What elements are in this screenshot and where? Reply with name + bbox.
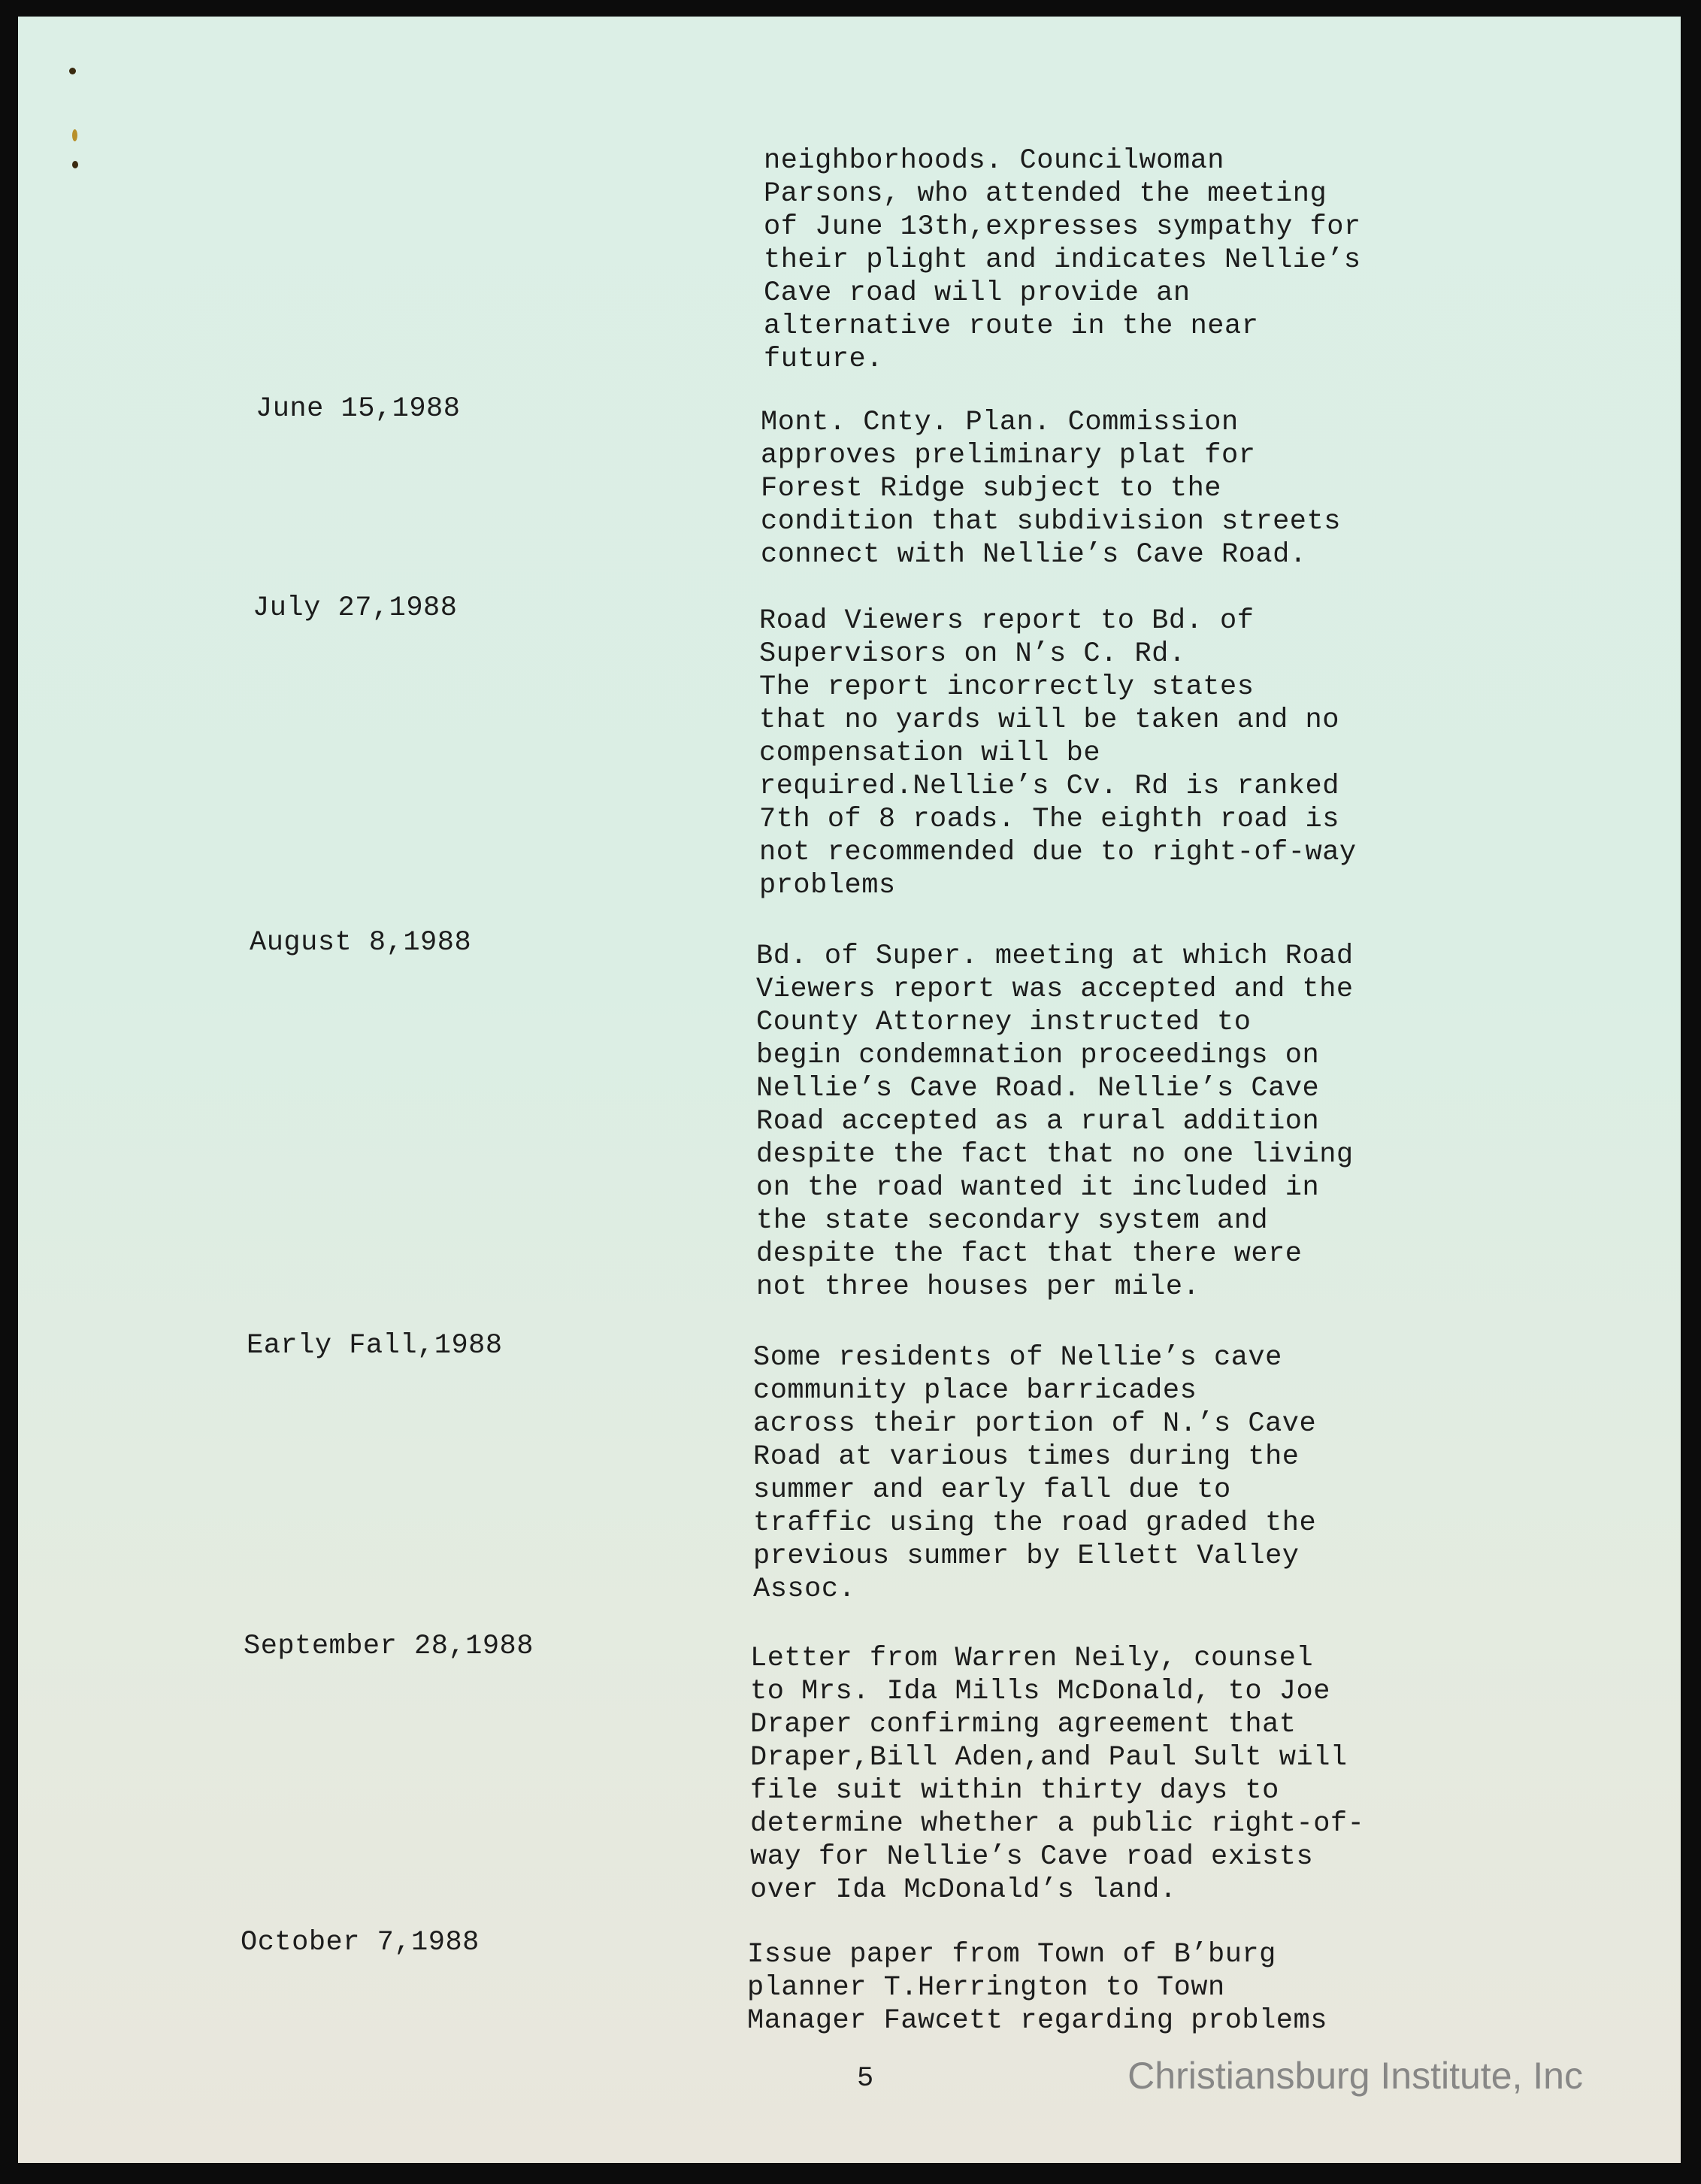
entry-text: Mont. Cnty. Plan. Commission approves preliminary plat for Forest Ridge subject to the condition that subdivision streets connect with Nellie’s Cave Road. <box>761 407 1341 571</box>
entry-date: Early Fall,1988 <box>247 1330 503 1362</box>
entry-date: October 7,1988 <box>241 1927 480 1958</box>
entry-date: July 27,1988 <box>253 592 458 624</box>
paper-speck <box>72 129 77 141</box>
entry-text: Road Viewers report to Bd. of Supervisors on N’s C. Rd. The report incorrectly states that no yards will be taken and no compensation will be required.Nellie’s Cv. Rd is ranked 7th of 8 roads. The eighth road is not recommended due to right-of-way problems <box>759 605 1357 901</box>
document-page <box>18 17 1681 2163</box>
continuation-text: neighborhoods. Councilwoman Parsons, who attended the meeting of June 13th,expresses sympathy for their plight and indicates Nellie’s Cave road will provide an alternative route in the near future. <box>764 145 1361 375</box>
entry-text: Issue paper from Town of B’burg planner T.Herrington to Town Manager Fawcett regarding problems <box>747 1939 1327 2037</box>
paper-speck <box>69 68 76 74</box>
watermark: Christiansburg Institute, Inc <box>1127 2055 1583 2097</box>
entry-text: Letter from Warren Neily, counsel to Mrs. Ida Mills McDonald, to Joe Draper confirming agreement that Draper,Bill Aden,and Paul Sult will file suit within thirty days to determine whether a public right-of- way for Nellie’s Cave road exists over Ida McDonald’s land. <box>750 1643 1365 1906</box>
entry-date: June 15,1988 <box>256 393 461 425</box>
entry-date: August 8,1988 <box>250 927 472 959</box>
entry-text: Bd. of Super. meeting at which Road Viewers report was accepted and the County Attorney instructed to begin condemnation proceedings on Nellie’s Cave Road. Nellie’s Cave Road accepted as a rural addition despite the fact that no one living on the road wanted it included in the state secondary system and despite the fact that there were not three houses per mile. <box>756 941 1354 1303</box>
page-number: 5 <box>857 2063 874 2095</box>
entry-date: September 28,1988 <box>244 1631 534 1662</box>
paper-speck <box>72 161 78 168</box>
entry-text: Some residents of Nellie’s cave community place barricades across their portion of N.’s Cave Road at various times during the summer and early fall due to traffic using the road graded the previous summer by Ellett Valley Assoc. <box>753 1342 1317 1605</box>
